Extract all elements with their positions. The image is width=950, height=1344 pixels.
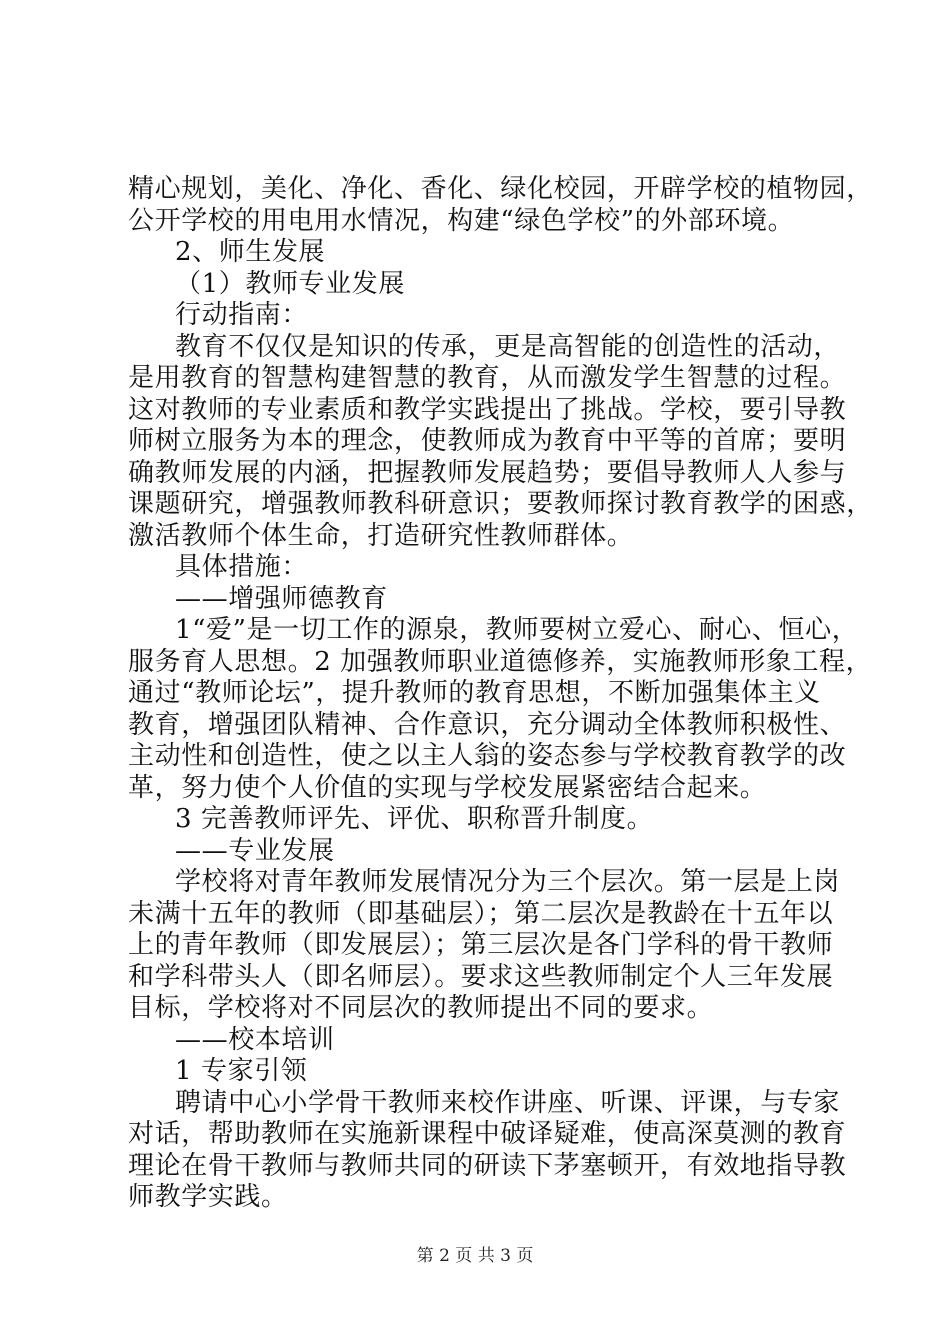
text-line: 理论在骨干教师与教师共同的研读下茅塞顿开，有效地指导教	[128, 1150, 847, 1181]
label-line: 具体措施：	[175, 552, 309, 582]
text-line: 主动性和创造性，使之以主人翁的姿态参与学校教育教学的改	[128, 741, 847, 771]
text-line: 未满十五年的教师（即基础层）；第二层次是教龄在十五年以	[128, 898, 834, 929]
text-line: 激活教师个体生命，打造研究性教师群体。	[128, 520, 634, 551]
text-line: 确教师发展的内涵，把握教师发展趋势；要倡导教师人人参与	[128, 457, 847, 488]
text-line: 上的青年教师（即发展层）；第三层次是各门学科的骨干教师	[128, 930, 834, 960]
text-line: 师教学实践。	[128, 1182, 288, 1212]
text-line: 和学科带头人（即名师层）。要求这些教师制定个人三年发展	[128, 961, 834, 992]
text-line: 精心规划，美化、净化、香化、绿化校园，开辟学校的植物园，	[128, 174, 873, 204]
text-line: 学校将对青年教师发展情况分为三个层次。第一层是上岗	[175, 867, 841, 897]
page-footer: 第 2 页 共 3 页	[416, 1246, 534, 1266]
text-line: 教育不仅仅是知识的传承，更是高智能的创造性的活动，	[175, 331, 841, 362]
section-heading: 2、师生发展	[175, 237, 326, 267]
document-body	[128, 174, 873, 1214]
text-line: 聘请中心小学骨干教师来校作讲座、听课、评课，与专家	[175, 1087, 841, 1118]
subheading-line: ——专业发展	[175, 835, 335, 866]
text-line: 1“爱”是一切工作的源泉，教师要树立爱心、耐心、恒心，	[175, 615, 859, 645]
text-line: 师树立服务为本的理念，使教师成为教育中平等的首席；要明	[128, 426, 847, 456]
text-line: 公开学校的用电用水情况，构建“绿色学校”的外部环境。	[128, 205, 795, 236]
text-line: 这对教师的专业素质和教学实践提出了挑战。学校，要引导教	[128, 394, 847, 425]
text-line: 3 完善教师评先、评优、职称晋升制度。	[175, 804, 654, 834]
text-line: 对话，帮助教师在实施新课程中破译疑难，使高深莫测的教育	[128, 1119, 847, 1149]
text-line: 课题研究，增强教师教科研意识；要教师探讨教育教学的困惑，	[128, 489, 873, 519]
text-line: 服务育人思想。2 加强教师职业道德修养，实施教师形象工程，	[128, 646, 873, 677]
list-item: 1 专家引领	[175, 1056, 308, 1086]
text-line: 通过“教师论坛”，提升教师的教育思想，不断加强集体主义	[128, 678, 821, 708]
subsection-heading: （1）教师专业发展	[175, 268, 405, 299]
text-line: 目标，学校将对不同层次的教师提出不同的要求。	[128, 993, 714, 1023]
text-line: 革，努力使个人价值的实现与学校发展紧密结合起来。	[128, 772, 767, 803]
text-line: 教育，增强团队精神、合作意识，充分调动全体教师积极性、	[128, 709, 847, 740]
subheading-line: ——校本培训	[175, 1024, 335, 1055]
label-line: 行动指南：	[175, 300, 309, 330]
text-line: 是用教育的智慧构建智慧的教育，从而激发学生智慧的过程。	[128, 363, 847, 393]
subheading-line: ——增强师德教育	[175, 583, 388, 614]
